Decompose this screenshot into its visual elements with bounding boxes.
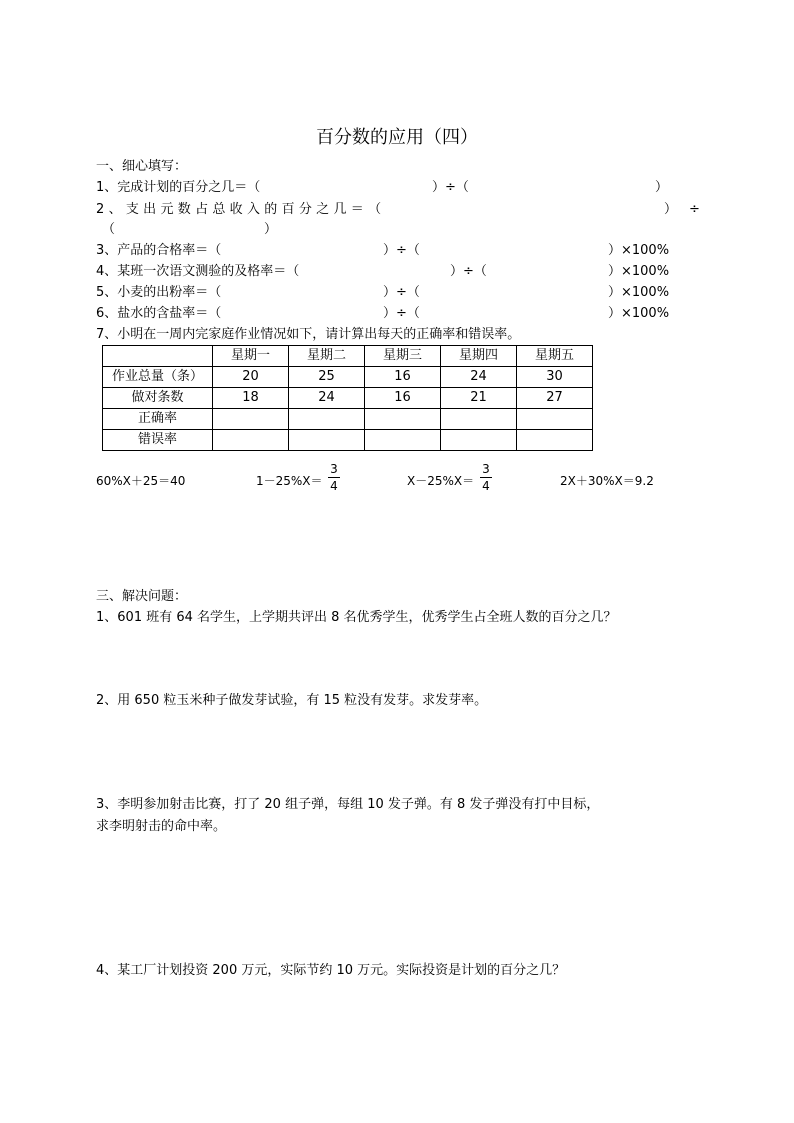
table-header-cell: 星期四 [441,346,517,367]
q1-text: 1、完成计划的百分之几＝（ [96,180,261,195]
fraction-denominator: 4 [482,479,490,493]
table-row-label: 正确率 [103,409,213,430]
fraction-denominator: 4 [330,479,338,493]
q4-close: ）×100% [608,264,670,279]
table-cell-blank [441,430,517,451]
table-cell-blank [213,430,289,451]
problem-3-line-2: 求李明射击的命中率。 [96,819,227,834]
q4-divide: ）÷（ [450,264,487,279]
q2-open: （ [102,222,116,237]
fraction-bar [328,477,340,478]
table-header-cell: 星期三 [365,346,441,367]
table-cell-blank [517,430,593,451]
table-header-row [103,346,593,367]
q2-text: 2、支出元数占总收入的百分之几＝（ [96,202,386,217]
q5-divide: ）÷（ [383,285,420,300]
problem-4: 4、某工厂计划投资 200 万元，实际节约 10 万元。实际投资是计划的百分之几？ [96,963,566,978]
table-row-label: 错误率 [103,430,213,451]
q6-close: ）×100% [608,306,670,321]
table-cell-blank [289,409,365,430]
page-title: 百分数的应用（四） [316,127,478,148]
table-cell-blank [213,409,289,430]
q7-text: 7、小明在一周内完家庭作业情况如下，请计算出每天的正确率和错误率。 [96,327,521,342]
q5-text: 5、小麦的出粉率＝（ [96,285,222,300]
section-1-heading: 一、细心填写： [96,159,188,174]
equation-4: 2X＋30%X＝9.2 [560,474,654,488]
fraction-numerator: 3 [482,462,490,476]
fraction-bar [480,477,492,478]
problem-1: 1、601 班有 64 名学生，上学期共评出 8 名优秀学生，优秀学生占全班人数的百分之几？ [96,610,617,625]
table-header-cell [103,346,213,367]
q2-close: ） [264,222,278,237]
q1-divide: ）÷（ [432,180,469,195]
table-cell: 21 [441,388,517,409]
table-cell: 20 [213,367,289,388]
table-cell: 24 [441,367,517,388]
table-row [103,388,593,409]
fraction-numerator: 3 [330,462,338,476]
q5-close: ）×100% [608,285,670,300]
problem-3-line-1: 3、李明参加射击比赛，打了 20 组子弹，每组 10 发子弹。有 8 发子弹没有打中目标， [96,797,600,812]
q6-divide: ）÷（ [383,306,420,321]
table-cell: 24 [289,388,365,409]
table-cell-blank [365,430,441,451]
table-cell-blank [517,409,593,430]
table-row [103,409,593,430]
q3-text: 3、产品的合格率＝（ [96,243,222,258]
q6-text: 6、盐水的含盐率＝（ [96,306,222,321]
table-cell-blank [365,409,441,430]
q2-divide: ）÷ [664,202,712,217]
equation-3-fraction [480,462,492,493]
table-cell-blank [289,430,365,451]
equation-1: 60%X＋25＝40 [96,474,186,488]
table-cell: 30 [517,367,593,388]
homework-table [102,345,593,451]
table-row [103,367,593,388]
table-row-label: 做对条数 [103,388,213,409]
table-row-label: 作业总量（条） [103,367,213,388]
table-cell: 16 [365,388,441,409]
q3-close: ）×100% [608,243,670,258]
q3-divide: ）÷（ [383,243,420,258]
problem-2: 2、用 650 粒玉米种子做发芽试验，有 15 粒没有发芽。求发芽率。 [96,693,488,708]
equation-3-lhs: X－25%X＝ [407,474,475,488]
table-cell: 25 [289,367,365,388]
table-cell: 27 [517,388,593,409]
section-3-heading: 三、解决问题： [96,589,188,604]
table-header-cell: 星期一 [213,346,289,367]
q1-close: ） [655,180,669,195]
table-cell: 16 [365,367,441,388]
equation-2-lhs: 1－25%X＝ [256,474,323,488]
table-header-cell: 星期五 [517,346,593,367]
table-row [103,430,593,451]
q4-text: 4、某班一次语文测验的及格率＝（ [96,264,300,279]
table-cell-blank [441,409,517,430]
table-cell: 18 [213,388,289,409]
table-header-cell: 星期二 [289,346,365,367]
equation-2-fraction [328,462,340,493]
